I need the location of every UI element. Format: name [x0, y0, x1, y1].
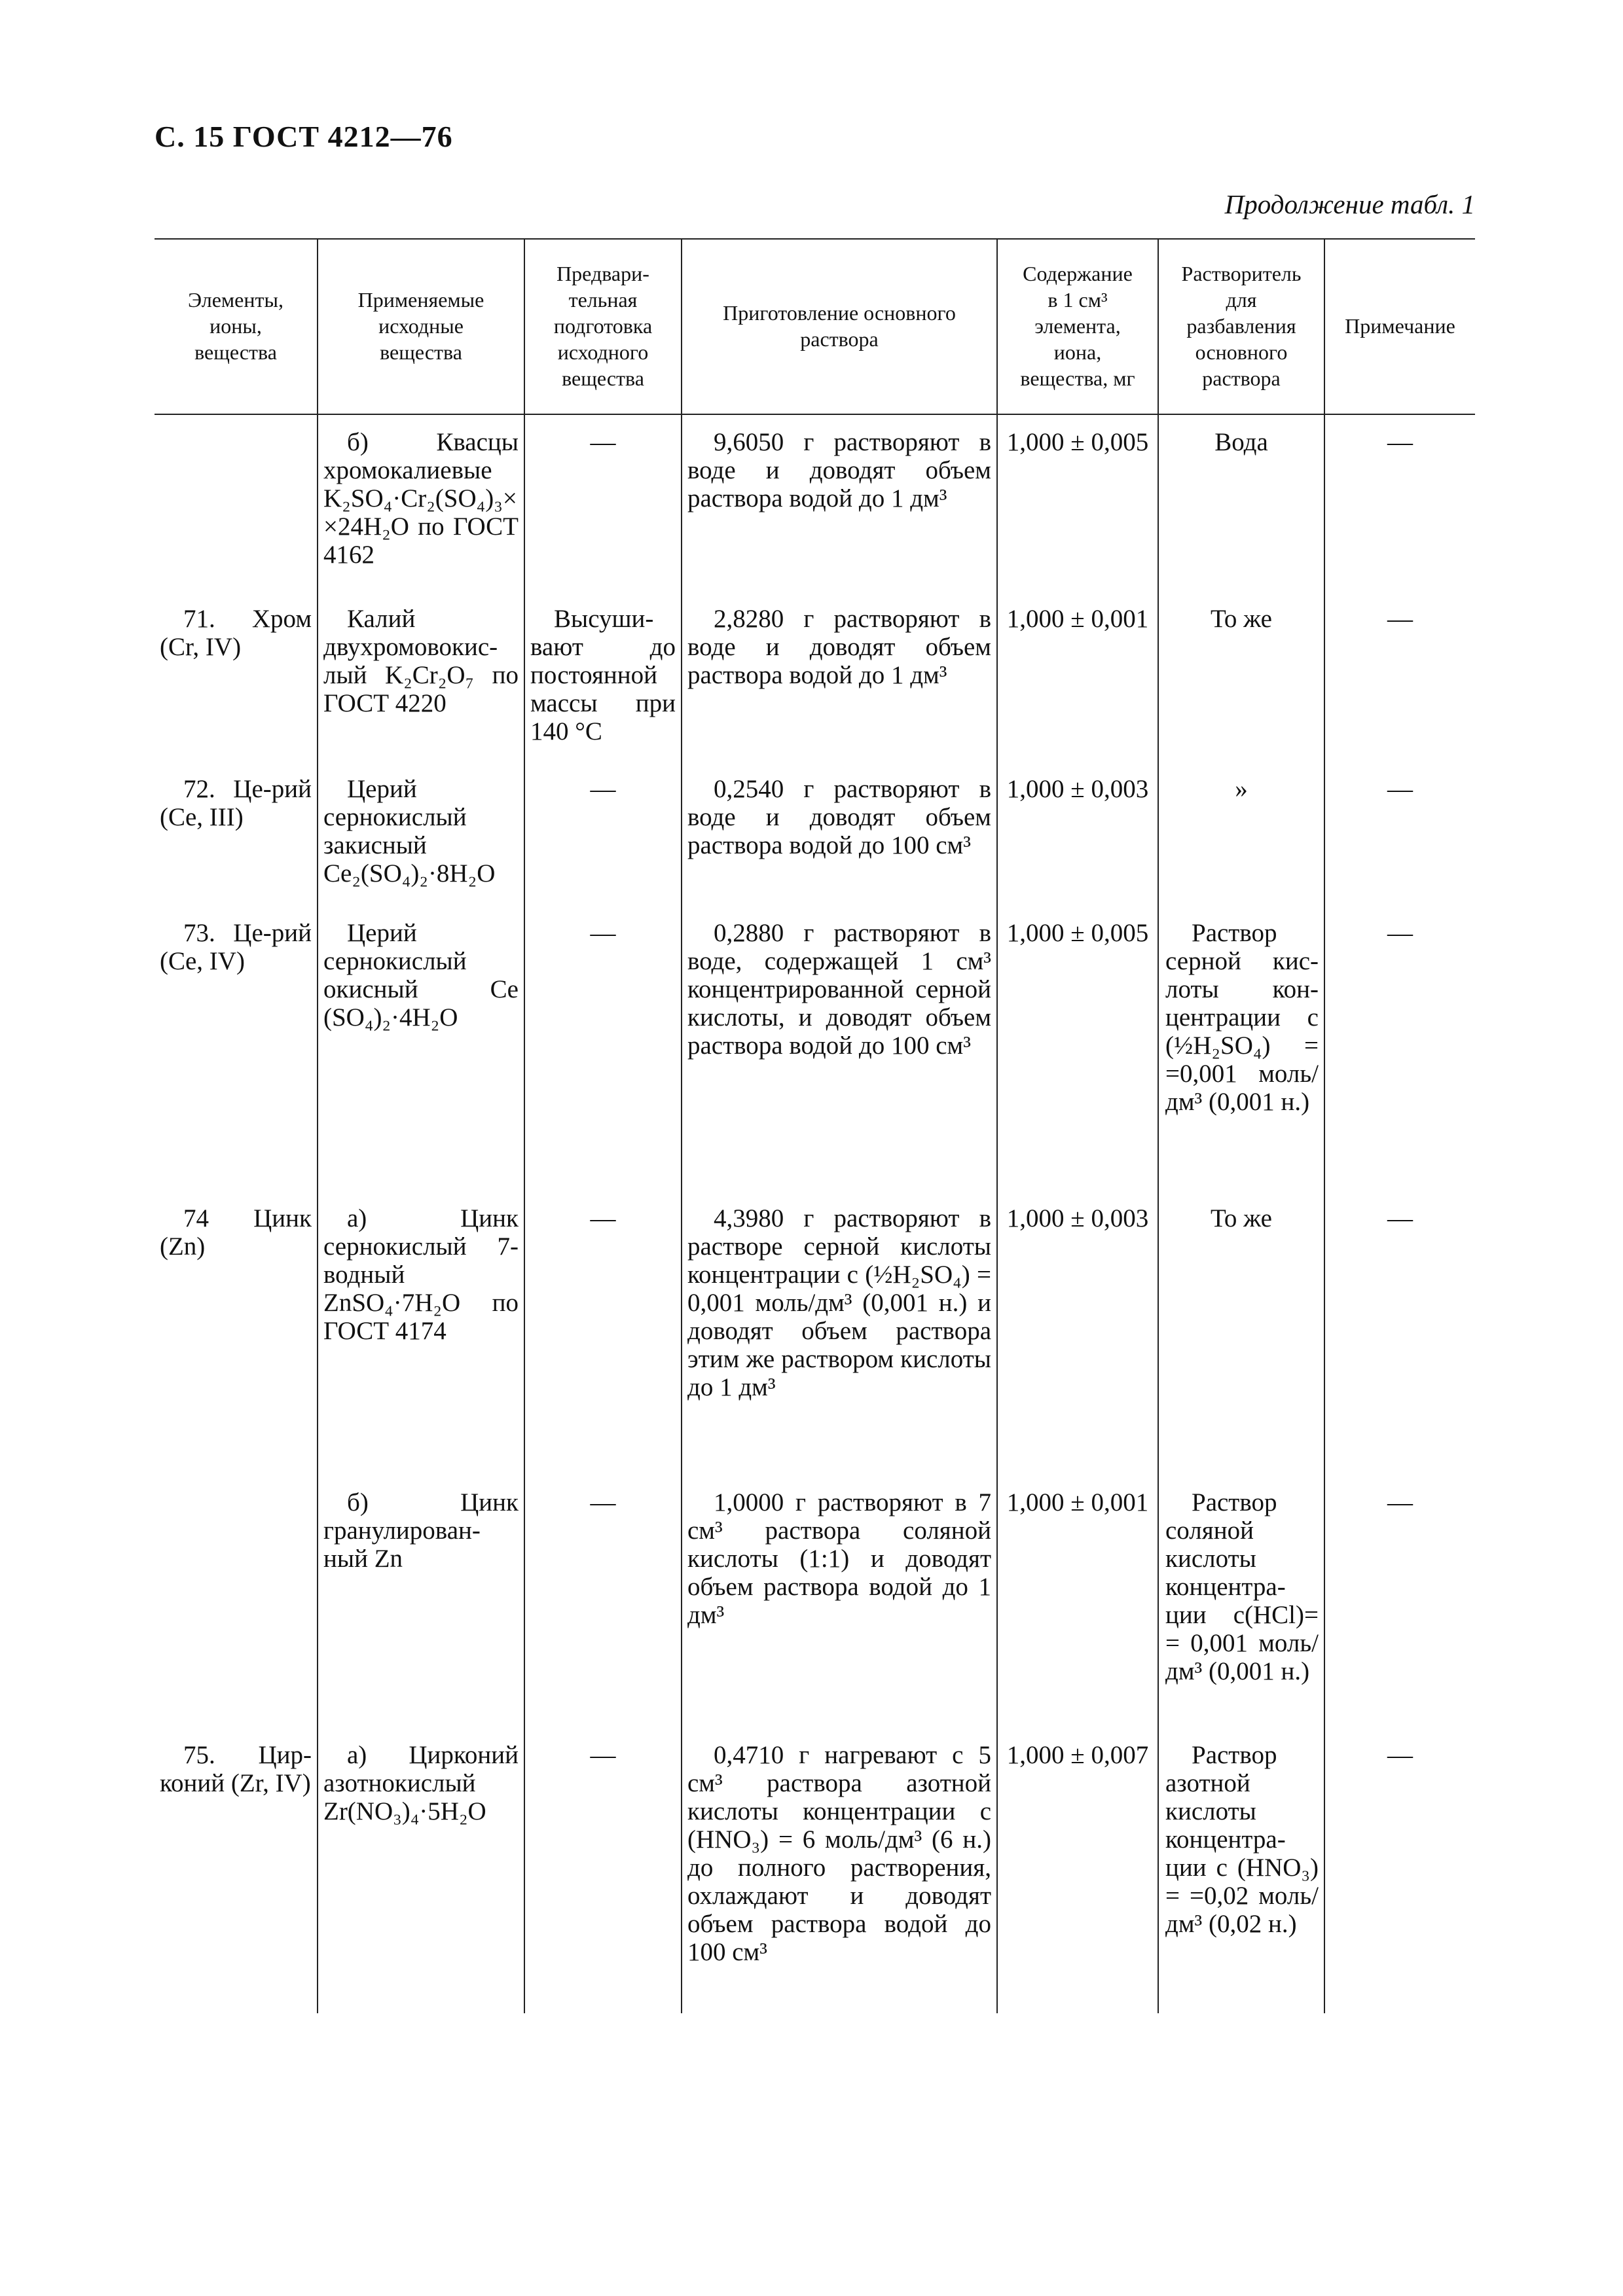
column-header-solution: Приготовление основного раствора [723, 301, 956, 351]
cell-solvent: Раствор азотной кислоты концентра-ции c (HNO₃) = =0,02 моль/дм³ (0,02 н.) [1165, 1741, 1319, 1938]
cell-element: 71. Хром (Cr, IV) [160, 605, 312, 661]
cell-solvent: Вода [1214, 428, 1268, 456]
cell-content: 1,000 ± 0,005 [1006, 919, 1149, 947]
cell-prep: — [590, 428, 616, 456]
column-header-preparation: Предвари- тельная подготовка исходного вещества [553, 262, 653, 390]
cell-substance: Калий двухромовокис-лый K₂Cr₂O₇ по ГОСТ 4220 [323, 605, 519, 717]
cell-content: 1,000 ± 0,007 [1006, 1741, 1149, 1769]
cell-element: 74 Цинк (Zn) [160, 1204, 312, 1261]
cell-solvent: Раствор соляной кислоты концентра-ции c(HCl)= = 0,001 моль/дм³ (0,001 н.) [1165, 1488, 1319, 1685]
column-header-elements: Элементы, ионы, вещества [188, 288, 283, 364]
cell-note: — [1387, 1488, 1413, 1516]
cell-substance: а) Цинк сернокислый 7-водный ZnSO₄·7H₂O по ГОСТ 4174 [323, 1204, 519, 1345]
cell-substance: б) Цинк гранулирован-ный Zn [323, 1488, 519, 1573]
cell-substance: б) Квасцы хромокалиевые K₂SO₄·Cr₂(SO₄)₃× ×24H₂O по ГОСТ 4162 [323, 428, 519, 569]
cell-content: 1,000 ± 0,003 [1006, 775, 1149, 803]
cell-content: 1,000 ± 0,005 [1006, 428, 1149, 456]
cell-element: 72. Це-рий (Ce, III) [160, 775, 312, 831]
cell-prep: — [590, 919, 616, 947]
cell-prep: — [590, 1204, 616, 1232]
column-header-content: Содержание в 1 см³ элемента, иона, вещества, мг [1020, 262, 1135, 390]
cell-solvent: Раствор серной кис-лоты кон-центрации c (½H₂SO₄) = =0,001 моль/дм³ (0,001 н.) [1165, 919, 1319, 1116]
cell-note: — [1387, 775, 1413, 803]
column-divider [1158, 238, 1159, 2013]
column-divider [681, 238, 682, 2013]
cell-note: — [1387, 428, 1413, 456]
table-caption: Продолжение табл. 1 [1224, 189, 1475, 219]
cell-solution: 0,2540 г растворяют в воде и доводят объем раствора водой до 100 см³ [687, 775, 991, 859]
cell-content: 1,000 ± 0,003 [1006, 1204, 1149, 1232]
cell-prep: — [590, 1741, 616, 1769]
cell-note: — [1387, 919, 1413, 947]
cell-solvent: То же [1211, 605, 1272, 633]
cell-element: 73. Це-рий (Ce, IV) [160, 919, 312, 975]
cell-substance: а) Цирконий азотнокислый Zr(NO₃)₄·5H₂O [323, 1741, 519, 1825]
column-header-substances: Применяемые исходные вещества [357, 288, 484, 364]
cell-substance: Церий сернокислый закисный Ce₂(SO₄)₂·8H₂O [323, 775, 496, 888]
cell-note: — [1387, 1204, 1413, 1232]
cell-solution: 1,0000 г растворяют в 7 см³ раствора соляной кислоты (1:1) и доводят объем раствора водой до 1 дм³ [687, 1488, 991, 1629]
cell-prep: Высуши-вают до постоянной массы при 140 °С [530, 605, 676, 745]
cell-content: 1,000 ± 0,001 [1006, 605, 1149, 633]
cell-solution: 0,2880 г растворяют в воде, содержащей 1 см³ концентрированной серной кислоты, и доводят объем раствора водой до 100 см³ [687, 919, 991, 1060]
cell-solution: 4,3980 г растворяют в растворе серной кислоты концентрации c (½H₂SO₄) = 0,001 моль/дм³ (0,001 н.) и доводят объем раствора этим же раствором кислоты до 1 дм³ [687, 1204, 991, 1401]
cell-solution: 2,8280 г растворяют в воде и доводят объем раствора водой до 1 дм³ [687, 605, 991, 689]
page-title: С. 15 ГОСТ 4212—76 [155, 120, 453, 153]
cell-note: — [1387, 1741, 1413, 1769]
cell-element: 75. Цир-коний (Zr, IV) [160, 1741, 312, 1797]
cell-content: 1,000 ± 0,001 [1006, 1488, 1149, 1516]
cell-prep: — [590, 775, 616, 803]
cell-solvent: » [1235, 775, 1248, 803]
cell-solvent: То же [1211, 1204, 1272, 1232]
cell-solution: 0,4710 г нагревают с 5 см³ раствора азотной кислоты концентрации c (HNO₃) = 6 моль/дм³ (6 н.) до полного растворения, охлаждают и доводят объем раствора водой до 100 см³ [687, 1741, 991, 1966]
cell-solution: 9,6050 г растворяют в воде и доводят объем раствора водой до 1 дм³ [687, 428, 991, 512]
cell-substance: Церий сернокислый окисный Ce (SO₄)₂·4H₂O [323, 919, 519, 1031]
column-divider [317, 238, 318, 2013]
column-header-solvent: Растворитель для разбавления основного раствора [1181, 262, 1302, 390]
cell-note: — [1387, 605, 1413, 633]
cell-prep: — [590, 1488, 616, 1516]
column-header-note: Примечание [1345, 314, 1455, 338]
table-header-rule [155, 414, 1475, 415]
